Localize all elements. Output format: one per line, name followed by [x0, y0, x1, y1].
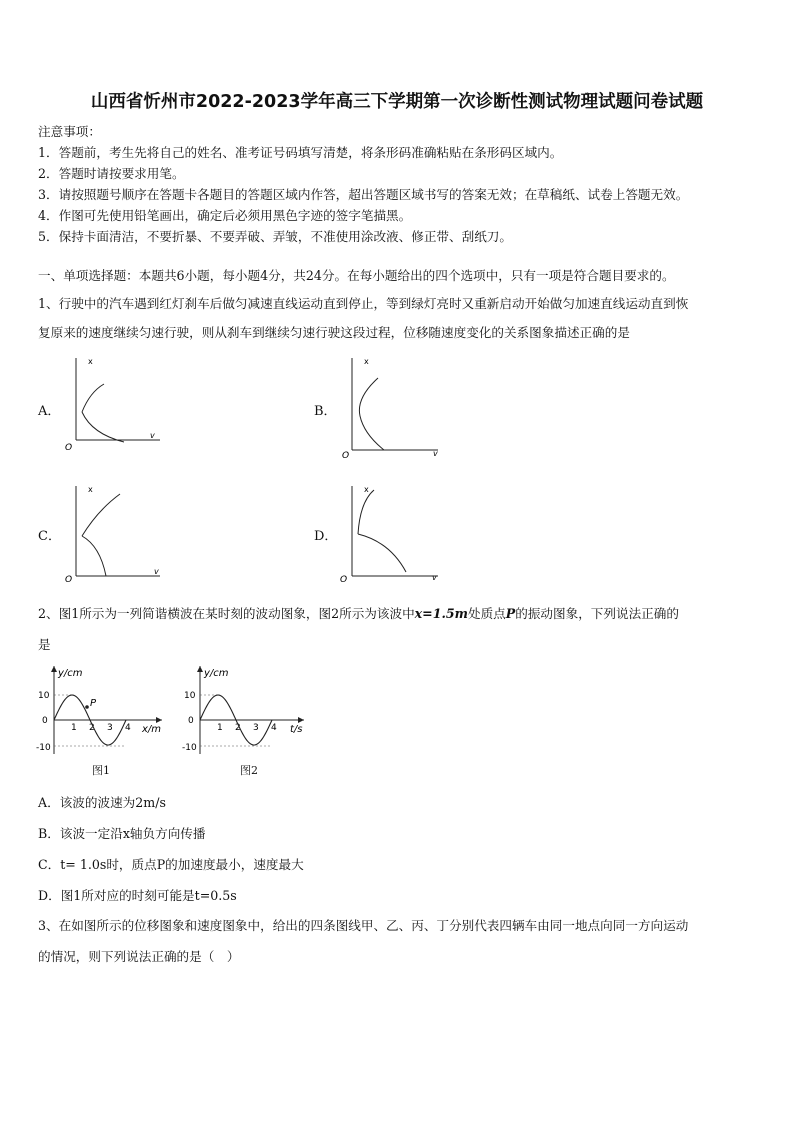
q2-option-a: A．该波的波速为2m/s — [38, 795, 166, 810]
q1-text-line1: 1、行驶中的汽车遇到红灯刹车后做匀减速直线运动直到停止，等到绿灯亮时又重新启动开始做匀加速直线运动直到恢 — [38, 296, 689, 311]
q2-text-part3: 的振动图象，下列说法正确的 — [515, 606, 679, 621]
fig1-xtick-4: 4 — [125, 723, 131, 733]
fig1-xtick-2: 2 — [89, 723, 95, 733]
x-axis-label: v — [433, 449, 438, 458]
x-axis-label: v — [150, 431, 155, 440]
origin-label: O — [65, 575, 73, 584]
section-heading: 一、单项选择题：本题共6小题，每小题4分，共24分。在每小题给出的四个选项中，只有一项是符合题目要求的。 — [38, 268, 675, 283]
q1-graph-c — [62, 480, 172, 584]
fig2-ytick-0: 0 — [188, 716, 194, 726]
fig1-xtick-3: 3 — [107, 723, 113, 733]
notice-item-4: 4．作图可先使用铅笔画出，确定后必须用黑色字迹的签字笔描黑。 — [38, 208, 412, 223]
q2-option-b: B．该波一定沿x轴负方向传播 — [38, 826, 206, 841]
fig1-xtick-1: 1 — [71, 723, 77, 733]
q1-option-c-label: C． — [38, 529, 61, 544]
q2-option-c: C．t= 1.0s时，质点P的加速度最小，速度最大 — [38, 857, 304, 872]
fig2-xtick-1: 1 — [217, 723, 223, 733]
page-title: 山西省忻州市2022-2023学年高三下学期第一次诊断性测试物理试题问卷试题 — [90, 92, 704, 112]
q1-option-b-label: B． — [314, 404, 337, 419]
q2-text-part1: 2、图1所示为一列简谐横波在某时刻的波动图象，图2所示为该波中 — [38, 606, 415, 621]
fig2-ylabel: y/cm — [204, 668, 229, 679]
fig2-xtick-4: 4 — [271, 723, 277, 733]
fig1-xlabel: x/m — [142, 724, 162, 735]
q1-text-line2: 复原来的速度继续匀速行驶，则从刹车到继续匀速行驶这段过程，位移随速度变化的关系图象描述正确的是 — [38, 325, 630, 340]
q2-point-p: P — [505, 606, 516, 621]
fig1-ytick-10: 10 — [38, 691, 50, 701]
q1-graph-b — [338, 352, 448, 460]
q3-text-line2: 的情况，则下列说法正确的是（ ） — [38, 949, 240, 964]
fig1-ytick-neg10: -10 — [36, 743, 51, 753]
notice-item-5: 5．保持卡面清洁，不要折暴、不要弄破、弄皱，不准使用涂改液、修正带、刮纸刀。 — [38, 229, 512, 244]
origin-label: O — [65, 443, 73, 453]
q2-text-part2: 处质点 — [467, 606, 506, 621]
q2-text-line2: 是 — [38, 637, 51, 652]
y-axis-label: x — [88, 485, 93, 494]
origin-label: O — [342, 451, 350, 460]
q2-figure-2-caption: 图2 — [240, 764, 258, 777]
fig2-xtick-3: 3 — [253, 723, 259, 733]
fig1-point-p — [85, 705, 89, 709]
notice-item-3: 3．请按照题号顺序在答题卡各题目的答题区域内作答，超出答题区域书写的答案无效；在草稿纸、试卷上答题无效。 — [38, 187, 689, 202]
q2-figure-1-wave-graph — [34, 662, 170, 760]
fig2-ytick-10: 10 — [184, 691, 196, 701]
y-axis-label: x — [364, 485, 369, 494]
q3-text-line1: 3、在如图所示的位移图象和速度图象中，给出的四条图线甲、乙、丙、丁分别代表四辆车由同一地点向同一方向运动 — [38, 918, 689, 933]
x-axis-label: v — [154, 567, 159, 576]
q2-text-line1 — [38, 603, 679, 622]
fig1-point-label: P — [90, 698, 97, 709]
q2-figure-1-caption: 图1 — [92, 764, 110, 777]
x-axis-label: v — [432, 573, 437, 582]
fig1-ytick-0: 0 — [42, 716, 48, 726]
notice-heading: 注意事项： — [38, 124, 101, 139]
q1-option-d-label: D． — [314, 529, 338, 544]
notice-item-1: 1．答题前，考生先将自己的姓名、准考证号码填写清楚，将条形码准确粘贴在条形码区域内。 — [38, 145, 563, 160]
q1-option-a-label: A． — [38, 404, 61, 419]
origin-label: O — [340, 575, 348, 584]
fig2-ytick-neg10: -10 — [182, 743, 197, 753]
fig2-xtick-2: 2 — [235, 723, 241, 733]
q2-option-d: D．图1所对应的时刻可能是t=0.5s — [38, 888, 237, 903]
fig2-xlabel: t/s — [290, 724, 303, 735]
q1-graph-d — [338, 480, 448, 584]
q2-figure-2-vibration-graph — [180, 662, 310, 760]
y-axis-label: x — [364, 357, 369, 366]
q1-graph-a — [62, 352, 172, 456]
notice-item-2: 2．答题时请按要求用笔。 — [38, 166, 185, 181]
y-axis-label: x — [88, 357, 93, 366]
fig1-ylabel: y/cm — [58, 668, 83, 679]
q2-position: x=1.5m — [414, 606, 468, 621]
